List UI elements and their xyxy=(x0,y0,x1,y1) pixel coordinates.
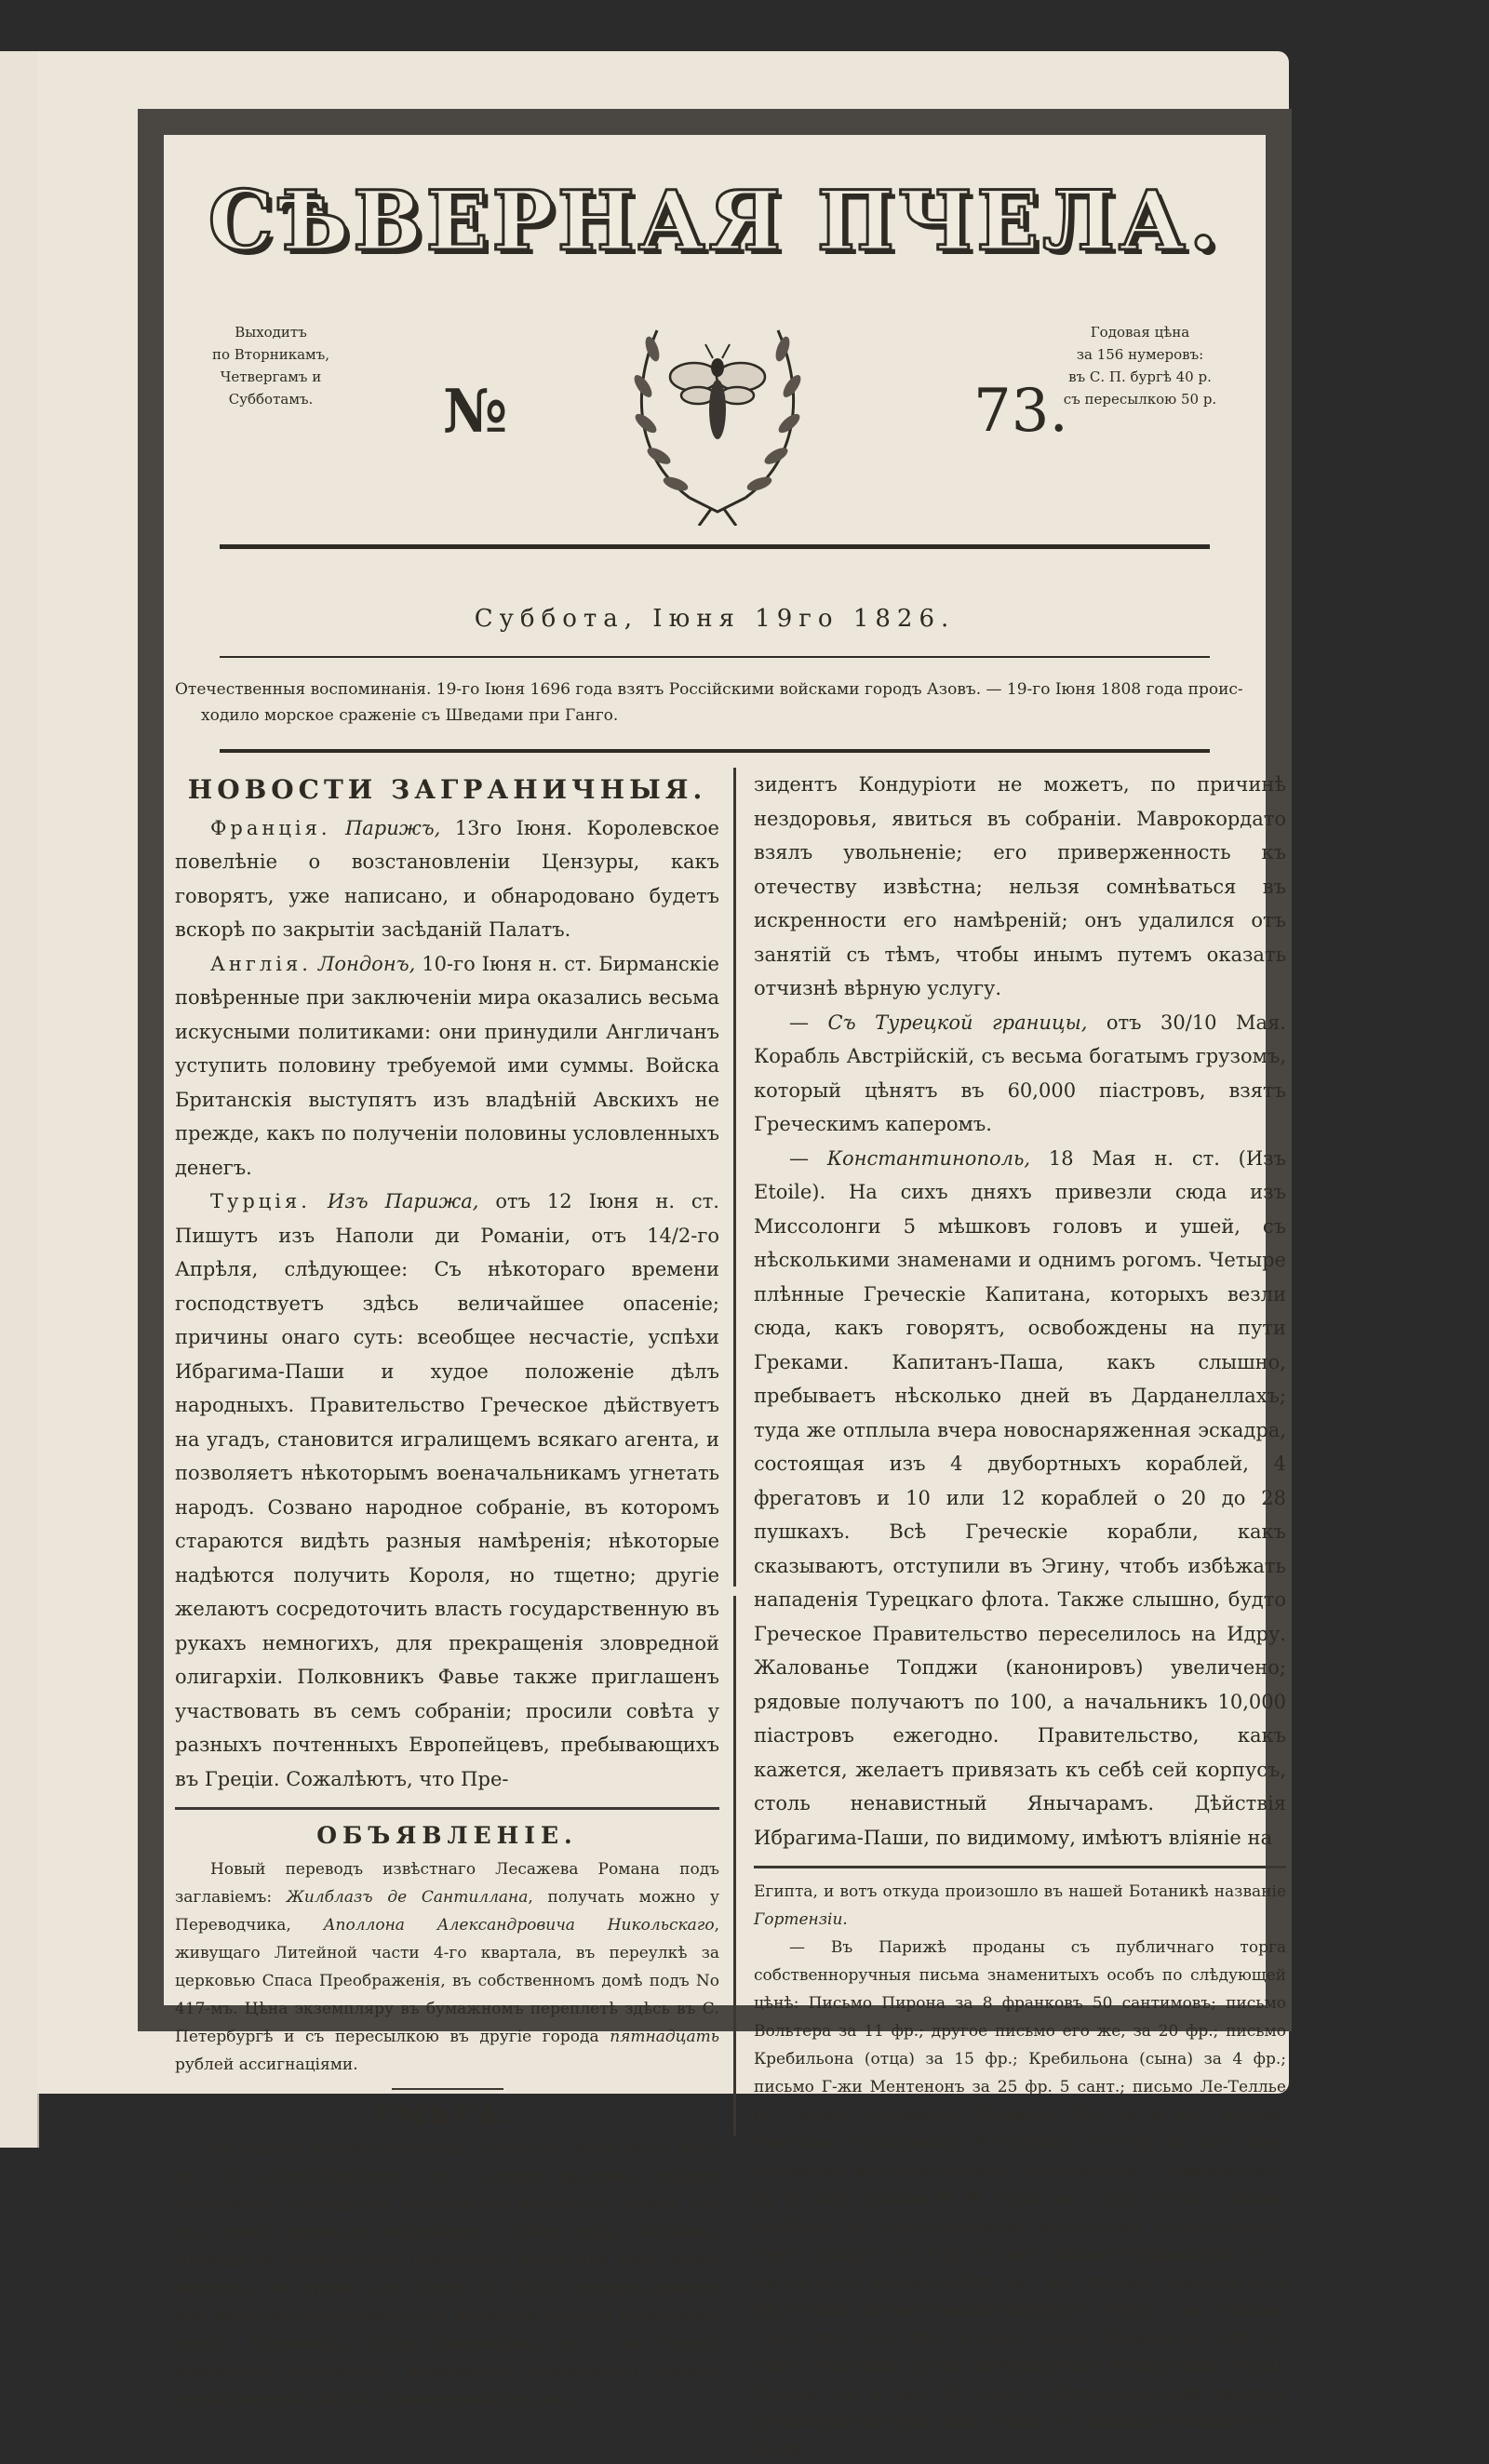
article-turkish-border: — Съ Турецкой границы, отъ 30/10 Мая. Корабль Австрійскій, съ весьма богатымъ грузомъ, который цѣнятъ въ 60,000 піастровъ, взятъ Греческимъ каперомъ. xyxy=(754,1011,1286,1135)
masthead-rule xyxy=(220,544,1210,549)
article-turkey: Турція. Изъ Парижа, отъ 12 Іюня н. ст. Пишутъ изъ Наполи ди Романіи, отъ 14/2-го Апрѣля, слѣдующее: Съ нѣкотораго времени господствуетъ здѣсь величайшее опасеніе; причины онаго суть: всеобщее несчастіе, успѣхи Ибрагима-Паши и худое положеніе дѣлъ народныхъ. Правительство Греческое дѣйствуетъ на угадъ, становится игралищемъ всякаго агента, и позволяетъ нѣкоторымъ военачальникамъ угнетать народъ. Созвано народное собраніе, въ которомъ стараются видѣть разныя намѣренія; нѣкоторые надѣются получить Короля, но тщетно; другіе желаютъ сосредоточить власть государственную въ рукахъ немногихъ, для прекращенія зловредной олигархіи. Полковникъ Фавье также приглашенъ участвовать въ семъ собраніи; просили совѣта у разныхъ почтенныхъ Европейцевъ, пребывающихъ въ Греціи. Сожалѣютъ, что Пре- xyxy=(175,1190,719,1790)
foreign-news-heading: НОВОСТИ ЗАГРАНИЧНЫЯ. xyxy=(187,774,707,805)
miscellany-continued-rule xyxy=(754,1866,1286,1868)
announcement-text: Новый переводъ извѣстнаго Лесажева Романа подъ заглавіемъ: Жилблазъ де Сантиллана, получать можно у Переводчика, Аполлона Александровича Никольскаго, живущаго Литейной части 4-го квартала, въ переулкѣ за церковью Спаса Преображенія, въ собственномъ домѣ подъ No 417-мъ. Цѣна экземпляру въ бумажномъ переплетѣ здѣсь въ С. Петербургѣ и съ пересылкою въ другіе города пятнадцать рублей ассигнаціями. xyxy=(175,1859,719,2074)
masthead xyxy=(164,172,1266,269)
article-constantinople: — Константинополь, 18 Мая н. ст. (Изъ Etoile). На сихъ дняхъ привезли сюда изъ Миссолонги 5 мѣшковъ головъ и ушей, съ нѣсколькими знаменами и однимъ рогомъ. Четыре плѣнные Греческіе Капитана, которыхъ везли сюда, какъ говорятъ, освобождены на пути Греками. Капитанъ-Паша, какъ слышно, пребываетъ нѣсколько дней въ Дарданеллахъ; туда же отплыла вчера новоснаряженная эскадра, состоящая изъ 4 двубортныхъ кораблей, 4 фрегатовъ и 10 или 12 кораблей о 20 до 28 пушкахъ. Всѣ Греческіе корабли, какъ сказываютъ, отступили въ Эгину, чтобъ избѣжать нападенія Турецкаго флота. Также слышно, будто Греческое Правительство переселилось на Идру. Жалованье Топджи (канонировъ) увеличено; рядовые получаютъ по 100, а начальникъ 10,000 піастровъ ежегодно. Правительство, какъ кажется, желаетъ привязать къ себѣ сей корпусъ, столь ненавистный Янычарамъ. Дѣйствія Ибрагима-Паши, по видимому, имѣютъ вліяніе на xyxy=(754,1146,1286,1849)
announcement-heading: ОБЪЯВЛЕНІЕ. xyxy=(316,1822,578,1849)
subscription-price: Годовая цѣна за 156 нумеровъ: въ С. П. бургѣ 40 р. съ пересылкою 50 р. xyxy=(1063,324,1217,408)
miscellany-continued: Египта, и вотъ откуда произошло въ нашей Ботаникѣ названіе Гортензіи. xyxy=(754,1882,1286,1929)
date-rule xyxy=(220,656,1210,658)
miscellany-text: Въ одномъ новомъ сочиненіи (Lettres en prose et en vers, par M. Albert-Montémont etc.), между прочимъ сказано слѣдующее: „Лаландъ въ старости ѣлъ пауковъ (!), думая, что онъ этимъ одержалъ величайшую побѣду надъ обычаями. Лаландъ въ первый разъ проглотилъ паука для того, чтобъ излечить отъ страха Г-жу Лепотъ (le Paute), которая дрожала при видѣ сего насѣкомаго. Сія женщина оказала величайшія услуги Астрономіи. Скажу мимоходомъ, что Г-жа Лепотъ называлась Гортензіею: Коммерсонъ (Commerson) назвалъ этимъ именемъ цвѣтокъ, привезенный имъ изъ xyxy=(175,2139,719,2409)
number-sign: № xyxy=(443,377,508,447)
section-rule xyxy=(220,749,1210,753)
article-france: Франція. Парижъ, 13го Іюня. Королевское повелѣніе о возстановленіи Цензуры, какъ говорятъ, уже написано, и обнародовано будетъ вскорѣ по закрытіи засѣданій Палатъ. xyxy=(175,816,719,941)
publication-schedule: Выходитъ по Вторникамъ, Четвергамъ и Субботамъ. xyxy=(211,324,330,408)
right-column xyxy=(754,768,1286,2464)
column-divider xyxy=(733,768,736,1587)
column-divider-lower xyxy=(733,1596,736,2136)
newspaper-page xyxy=(37,51,1289,2459)
article-columns xyxy=(175,768,1286,2459)
bee-wreath-icon xyxy=(601,312,834,526)
announcement-rule xyxy=(175,1807,719,1810)
miscellany-rule xyxy=(392,2088,503,2090)
miscellany-heading: СМѢСЬ. xyxy=(375,2101,519,2129)
issue-date: Суббота, Іюня 19го 1826. xyxy=(474,605,956,633)
newspaper-title: СѢВЕРНАЯ ПЧЕЛА. xyxy=(208,172,1222,269)
adjacent-page-edge xyxy=(0,51,39,2148)
article-turkey-continued: зидентъ Кондуріоти не можетъ, по причинѣ нездоровья, явиться въ собраніи. Маврокордато взялъ увольненіе; его приверженность къ отечеству извѣстна; нельзя сомнѣваться въ искренности его намѣреній; онъ удалился отъ занятій съ тѣмъ, чтобы инымъ путемъ оказать отчизнѣ вѣрную услугу. xyxy=(754,773,1286,999)
left-column xyxy=(175,768,719,2414)
letters-auction: — Въ Парижѣ проданы съ публичнаго торга собственноручныя письма знаменитыхъ особъ по слѣдующей цѣнѣ: Письмо Пирона за 8 франковъ 50 сантимовъ; письмо Вольтера за 11 фр.; другое письмо его же, за 20 фр.; письмо Кребильона (отца) за 15 фр.; Кребильона (сына) за 4 фр.; письмо Г-жи Ментенонъ за 25 фр. 5 сант.; письмо Ле-Теллье (le Tellier), Духовника Лудовика XIV, за 6 фр.; письмо Фенелона, составляющее 8 страницъ, за 27 фр. 50 сант.; одно письмо его же, безъ подписи, составляющее 3 страницы, за 9 фр 55 сант.; письмо Ж. Ж. Руссо, за 21 фр. 10 сант.; письмо Бюффона, за 15 фр.; другое его же, за 9 фр. 5 сант.; письмо Ленге (Linguet), за 4 фр. 5 сант.; письмо Пуффендорфа за 2 фр. 85 сант.; письмо Мабли, за 3 фр.; письмо Гельвеція, за 4 фр. 50 сант.; письмо Лекеня (актера), за 10 фр. 5 сант.; письмо Г-жи Сталь, за 6 фр. 10 сант.; письмо Лаланда за 3 фр. 10 сант.; нѣсколько строкъ по-Французски Императрицы Маріи Терезіи, за 4 фр. 95 сант.; собственноручный приказъ артиллеристамъ при осадѣ Тулона, съ подписью Бонапарте, за 60 фр. xyxy=(754,1938,1286,2459)
article-england: Англія. Лондонъ, 10-го Іюня н. ст. Бирманскіе повѣренные при заключеніи мира оказались весьма искусными политиками: они принудили Англичанъ уступить половину требуемой ими суммы. Войска Британскія выступятъ изъ владѣній Авскихъ не прежде, какъ по полученіи половины условленныхъ денегъ. xyxy=(175,952,719,1179)
patriotic-memorials: Отечественныя воспоминанія. 19-го Іюня 1696 года взятъ Россійскими войсками городъ Азовъ. — 19-го Іюня 1808 года проис- ходило морское сраженіе съ Шведами при Ганго. xyxy=(175,680,1243,725)
page-border-frame xyxy=(138,109,1292,2459)
issue-number: 73. xyxy=(973,377,1068,446)
